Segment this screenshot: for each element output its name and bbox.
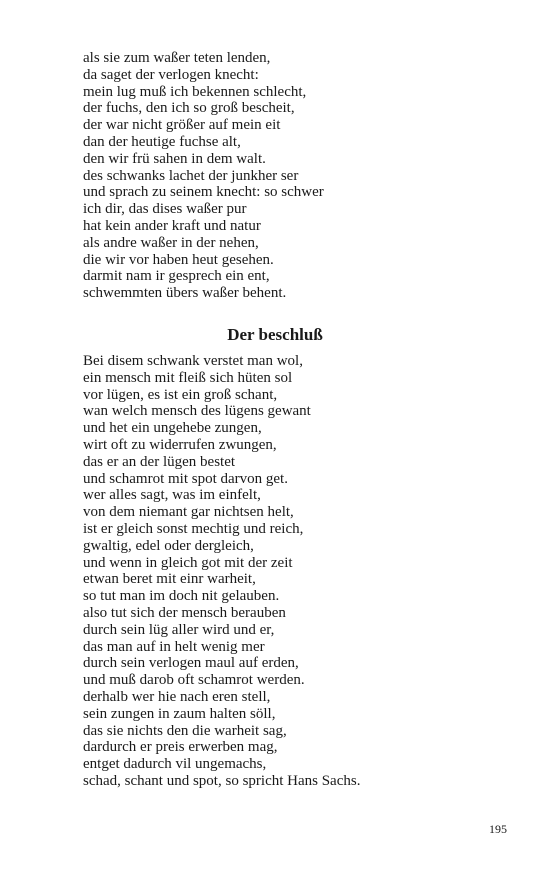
verse-line: der fuchs, den ich so groß bescheit, xyxy=(83,100,295,117)
verse-line: ist er gleich sonst mechtig und reich, xyxy=(83,520,304,537)
verse-line: von dem niemant gar nichtsen helt, xyxy=(83,504,294,521)
verse-line: ein mensch mit fleiß sich hüten sol xyxy=(83,369,293,386)
verse-line: durch sein lüg aller wird und er, xyxy=(83,621,275,638)
poem-stanza-continued xyxy=(83,50,483,302)
verse-line: und schamrot mit spot darvon get. xyxy=(83,470,288,487)
verse-line: etwan beret mit einr warheit, xyxy=(83,571,256,588)
verse-line: und het ein ungehebe zungen, xyxy=(83,420,262,437)
verse-line: als andre waßer in der nehen, xyxy=(83,234,259,251)
verse-line: darmit nam ir gesprech ein ent, xyxy=(83,268,270,285)
verse-line: vor lügen, es ist ein groß schant, xyxy=(83,386,278,403)
verse-line: und muß darob oft schamrot werden. xyxy=(83,672,305,689)
verse-line: also tut sich der mensch berauben xyxy=(83,604,286,621)
verse-line: durch sein verlogen maul auf erden, xyxy=(83,655,299,672)
verse-line: gwaltig, edel oder dergleich, xyxy=(83,537,254,554)
verse-line: sein zungen in zaum halten söll, xyxy=(83,705,276,722)
verse-line: wan welch mensch des lügens gewant xyxy=(83,403,311,420)
verse-line: das sie nichts den die warheit sag, xyxy=(83,722,287,739)
verse-line: den wir frü sahen in dem walt. xyxy=(83,150,266,167)
verse-line: so tut man im doch nit gelauben. xyxy=(83,588,280,605)
verse-line: ich dir, das dises waßer pur xyxy=(83,201,247,218)
verse-line: des schwanks lachet der junkher ser xyxy=(83,167,299,184)
verse-line: dardurch er preis erwerben mag, xyxy=(83,739,278,756)
verse-line: der war nicht größer auf mein eit xyxy=(83,117,281,134)
verse-line: die wir vor haben heut gesehen. xyxy=(83,251,274,268)
verse-line: hat kein ander kraft und natur xyxy=(83,217,261,234)
verse-line: da saget der verlogen knecht: xyxy=(83,66,259,83)
verse-line: wer alles sagt, was im einfelt, xyxy=(83,487,261,504)
verse-line: Bei disem schwank verstet man wol, xyxy=(83,353,303,369)
section-heading: Der beschluß xyxy=(227,325,323,344)
verse-line: das er an der lügen bestet xyxy=(83,453,236,470)
page-number: 195 xyxy=(489,822,507,836)
verse-line: entget dadurch vil ungemachs, xyxy=(83,756,267,773)
verse-line: und wenn in gleich got mit der zeit xyxy=(83,554,293,571)
verse-line: als sie zum waßer teten lenden, xyxy=(83,50,271,66)
poem-stanza-conclusion xyxy=(83,353,483,790)
verse-line: derhalb wer hie nach eren stell, xyxy=(83,688,271,705)
verse-line: dan der heutige fuchse alt, xyxy=(83,133,241,150)
verse-line: schwemmten übers waßer behent. xyxy=(83,285,287,302)
verse-line: wirt oft zu widerrufen zwungen, xyxy=(83,436,277,453)
verse-line: das man auf in helt wenig mer xyxy=(83,638,265,655)
verse-line: und sprach zu seinem knecht: so schwer xyxy=(83,184,324,201)
verse-line: schad, schant und spot, so spricht Hans Sachs. xyxy=(83,772,361,789)
verse-line: mein lug muß ich bekennen schlecht, xyxy=(83,83,307,100)
